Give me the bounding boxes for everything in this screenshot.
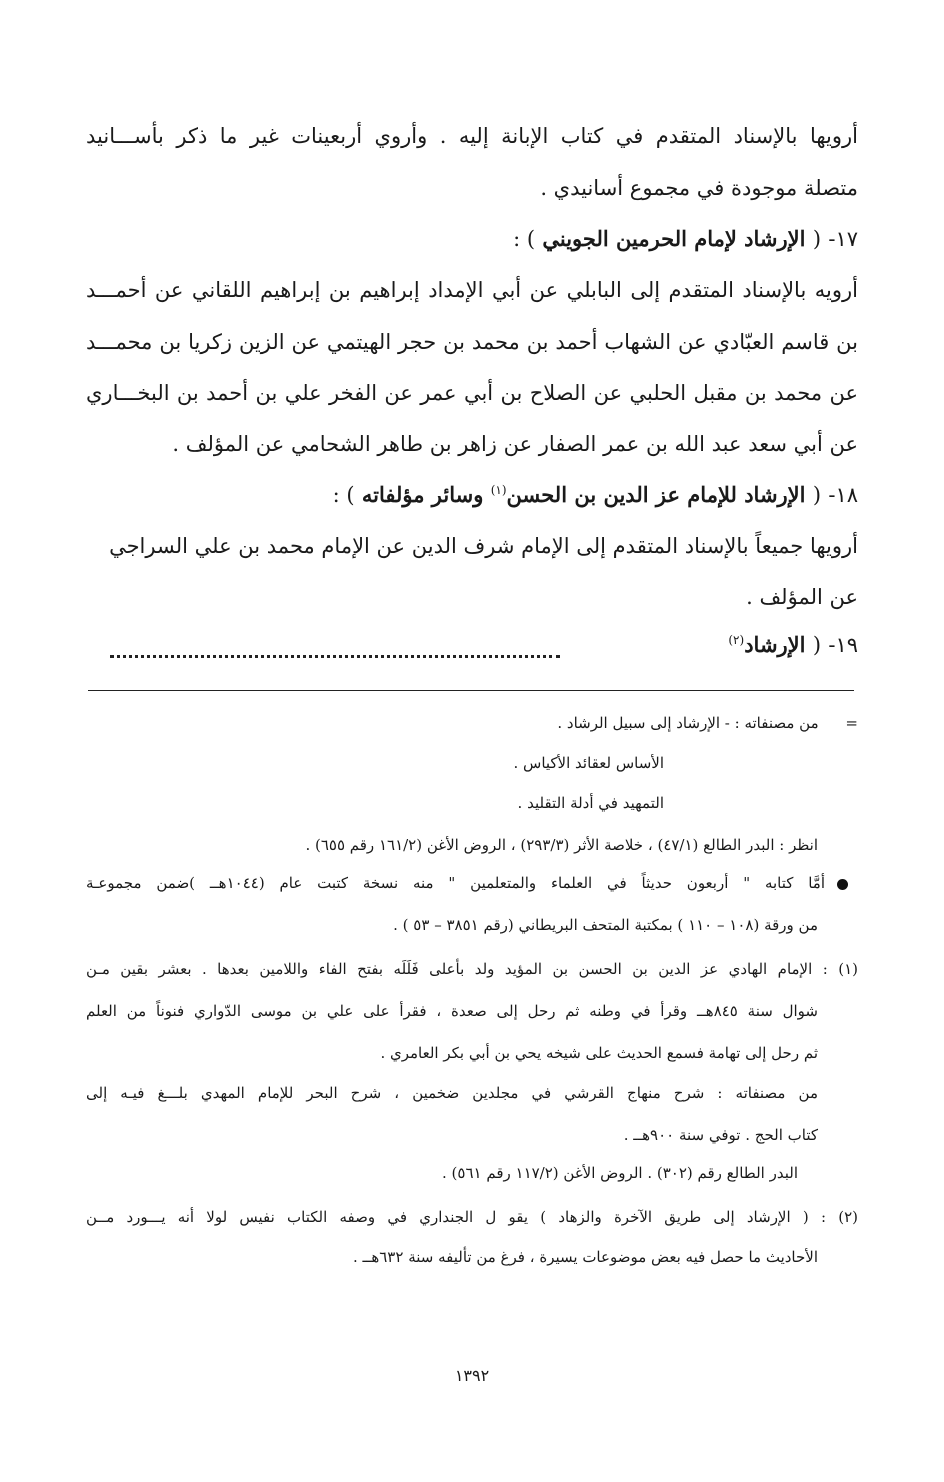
body-line-6: عن أبي سعد عبد الله بن عمر الصفار عن زاهر بن طاهر الشحامي عن المؤلف .: [172, 432, 858, 456]
heading-18-title-b: وسائر مؤلفاته: [361, 482, 484, 507]
heading-18-close: ) :: [332, 483, 355, 507]
heading-19-open: (: [812, 633, 822, 657]
heading-18: [333, 484, 858, 506]
body-line-3: أرويه بالإسناد المتقدم إلى البابلي عن أبي الإمداد إبراهيم بن إبراهيم اللقاني عن أحمـــد: [86, 278, 858, 302]
footnote-ref-1[interactable]: (١): [490, 483, 507, 497]
heading-17-number: ١٧-: [828, 227, 858, 251]
heading-18-open: (: [812, 483, 822, 507]
footnote-line-11: كتاب الحج . توفي سنة ٩٠٠هــ .: [623, 1126, 818, 1144]
footnote-line-6: من ورقة (١٠٨ – ١١٠ ) بمكتبة المتحف البريطاني (رقم ٣٨٥١ – ٥٣ ) .: [393, 916, 818, 934]
body-line-4: بن قاسم العبّادي عن الشهاب أحمد بن محمد بن حجر الهيتمي عن الزين زكريا بن محمـــد: [86, 330, 858, 354]
body-line-1: أرويها بالإسناد المتقدم في كتاب الإبانة إليه . وأروي أربعينات غير ما ذكر بأســـانيد: [86, 124, 858, 148]
footnote-line-10: من مصنفاته : شرح منهاج القرشي في مجلدين ضخمين ، شرح البحر للإمام المهدي بلـــغ فيـه إلى: [86, 1084, 818, 1102]
footnote-line-14: الأحاديث ما حصل فيه بعض موضوعات يسيرة ، فرغ من تأليفه سنة ٦٣٢هــ .: [353, 1248, 818, 1266]
body-line-7: أرويها جميعاً بالإسناد المتقدم إلى الإمام شرف الدين عن الإمام محمد بن علي السراجي: [109, 534, 858, 558]
bullet-icon: [837, 879, 848, 890]
dotted-leader: [110, 636, 560, 658]
footnote-ref-2[interactable]: (٢): [728, 633, 745, 647]
page-number: ١٣٩٢: [454, 1366, 490, 1385]
footnote-text-5: أمَّا كتابه " أربعون حديثاً في العلماء والمتعلمين " منه نسخة كتبت عام (١٠٤٤هــ )ضمن مجموعـة: [86, 874, 825, 892]
heading-17-title: الإرشاد لإمام الحرمين الجويني: [542, 226, 806, 251]
body-line-5: عن محمد بن مقبل الحلبي عن الصلاح بن أبي عمر عن الفخر علي بن أحمد بن البخـــاري: [86, 381, 858, 405]
footnote-rule: [88, 690, 854, 691]
footnote-line-2: الأساس لعقائد الأكياس .: [513, 754, 664, 772]
body-line-8: عن المؤلف .: [746, 585, 858, 609]
heading-19-number: ١٩-: [828, 633, 858, 657]
heading-19-title: الإرشاد: [744, 632, 806, 657]
footnote-line-7: (١) : الإمام الهادي عز الدين بن الحسن بن المؤيد ولد بأعلى فَلَلَه بفتح الفاء واللامين بعدها . بعشر بقين مـن: [86, 960, 858, 978]
footnote-line-4: انظر : البدر الطالع (٤٧/١) ، خلاصة الأثر (٢٩٣/٣) ، الروض الأغن (١٦١/٢ رقم ٦٥٥) .: [305, 836, 818, 854]
heading-19: [728, 634, 858, 656]
heading-17-open: (: [812, 227, 822, 251]
footnote-line-3: التمهيد في أدلة التقليد .: [517, 794, 664, 812]
footnote-line-9: ثم رحل إلى تهامة فسمع الحديث على شيخه يحي بن أبي بكر العامري .: [380, 1044, 818, 1062]
footnote-line-5: [86, 876, 848, 891]
footnote-line-1: [557, 716, 858, 731]
heading-18-title-a: الإرشاد للإمام عز الدين بن الحسن: [506, 482, 806, 507]
footnote-line-13: (٢) : ( الإرشاد إلى طريق الآخرة والزهاد ) يقو ل الجنداري في وصفه الكتاب نفيس لولا أنه يـــورد مــن: [86, 1208, 858, 1226]
heading-17-close: ) :: [513, 227, 536, 251]
body-line-2: متصلة موجودة في مجموع أسانيدي .: [540, 176, 858, 200]
footnote-line-8: شوال سنة ٨٤٥هــ وقرأ في وطنه ثم رحل إلى صعدة ، فقرأ على علي بن موسى الدّواري فنوناً من العلم: [86, 1002, 819, 1020]
heading-18-number: ١٨-: [828, 483, 858, 507]
continuation-mark: =: [845, 714, 858, 732]
footnote-text-1: من مصنفاته : - الإرشاد إلى سبيل الرشاد .: [557, 714, 819, 732]
footnote-line-12: البدر الطالع رقم (٣٠٢) . الروض الأغن (١١٧/٢ رقم ٥٦١) .: [442, 1164, 798, 1182]
heading-17: [513, 228, 858, 250]
